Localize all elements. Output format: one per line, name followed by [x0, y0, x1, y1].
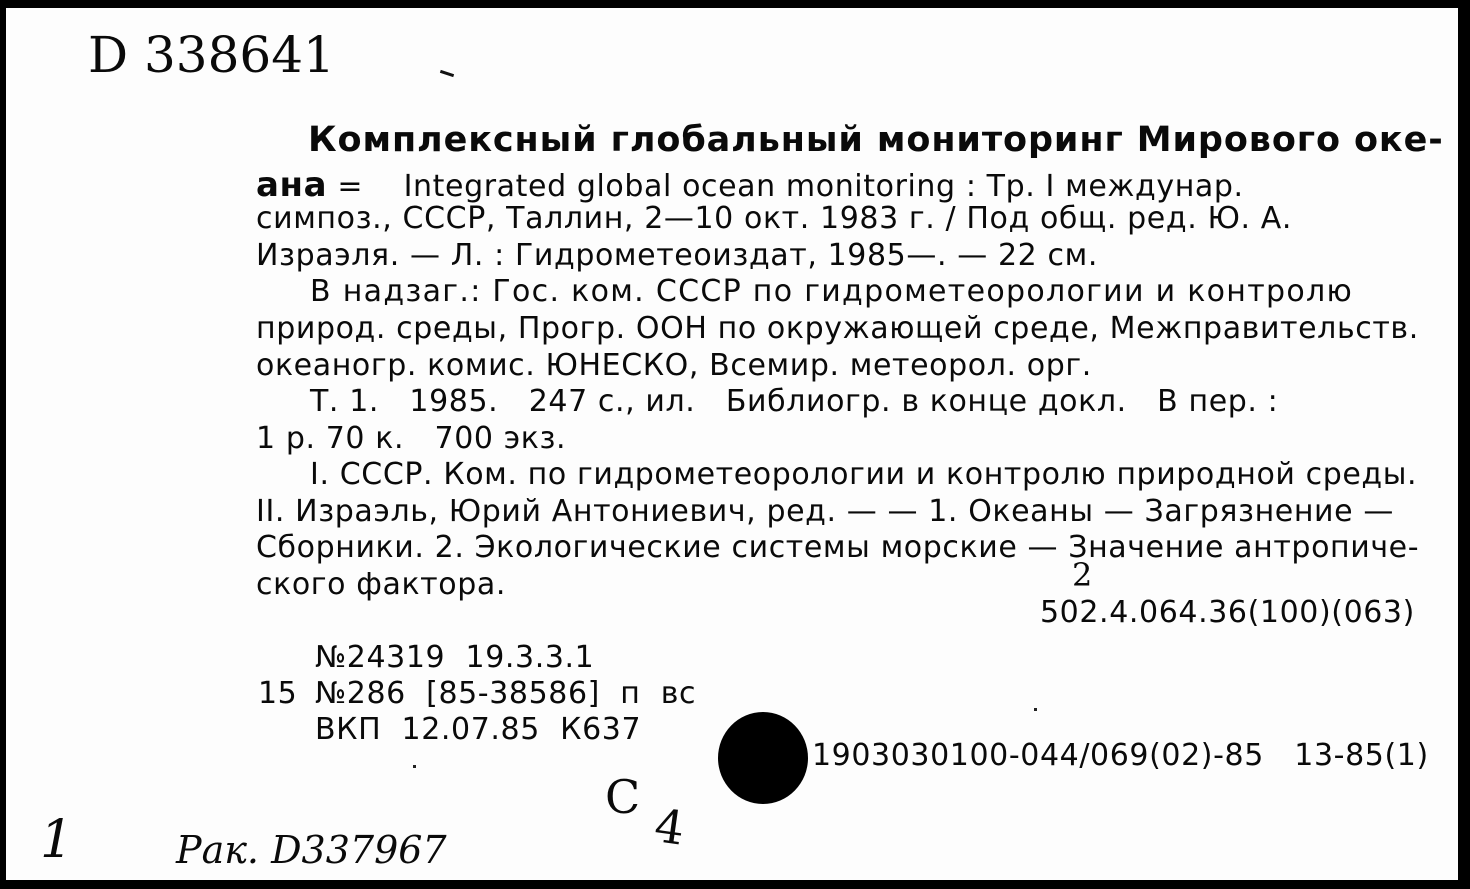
- text-line-6: природ. среды, Прогр. ООН по окружающей среде, Межправительств.: [256, 311, 1419, 346]
- call-number: D 338641: [88, 26, 335, 84]
- punch-hole: [718, 712, 808, 804]
- handwritten-4: 4: [651, 798, 688, 856]
- udc-handwritten-correction: 2: [1072, 556, 1093, 594]
- udc-number: 502.4.064.36(100)(063): [1040, 595, 1415, 630]
- bbk-code: 1903030100-044/069(02)-85 13-85(1): [812, 738, 1429, 773]
- specks: [413, 765, 416, 768]
- record-line-2: №286 [85-38586] п вс: [315, 676, 697, 711]
- handwritten-reference: Рак. D337967: [176, 828, 447, 872]
- record-line-2-prefix: 15: [258, 676, 298, 711]
- specks: [1034, 708, 1037, 711]
- text-line-3: симпоз., СССР, Таллин, 2—10 окт. 1983 г. / Под общ. ред. Ю. А.: [256, 201, 1292, 236]
- record-line-3: ВКП 12.07.85 К637: [315, 712, 642, 747]
- title-line-2-bold: ана: [256, 165, 328, 205]
- record-line-1: №24319 19.3.3.1: [315, 640, 595, 675]
- title-line-2-rest: = Integrated global ocean monitoring : Тр. I междунар.: [337, 169, 1244, 204]
- text-line-10: I. СССР. Ком. по гидрометеорологии и контролю природной среды.: [310, 457, 1418, 492]
- title-line-2: [256, 165, 1244, 205]
- handwritten-1: 1: [40, 810, 74, 870]
- handwritten-c: С: [605, 770, 641, 824]
- text-line-12: Сборники. 2. Экологические системы морские — Значение антропиче-: [256, 530, 1420, 565]
- text-line-5: В надзаг.: Гос. ком. СССР по гидрометеорологии и контролю: [310, 274, 1354, 309]
- text-line-11: II. Израэль, Юрий Антониевич, ред. — — 1. Океаны — Загрязнение —: [256, 494, 1394, 529]
- title-line-1: Комплексный глобальный мониторинг Мирового оке-: [308, 120, 1444, 160]
- text-line-7: океаногр. комис. ЮНЕСКО, Всемир. метеорол. орг.: [256, 348, 1092, 383]
- text-line-9: 1 р. 70 к. 700 экз.: [256, 421, 567, 456]
- text-line-8: Т. 1. 1985. 247 с., ил. Библиогр. в конце докл. В пер. :: [310, 384, 1279, 419]
- text-line-4: Израэля. — Л. : Гидрометеоиздат, 1985—. — 22 см.: [256, 238, 1098, 273]
- text-line-13: ского фактора.: [256, 567, 506, 602]
